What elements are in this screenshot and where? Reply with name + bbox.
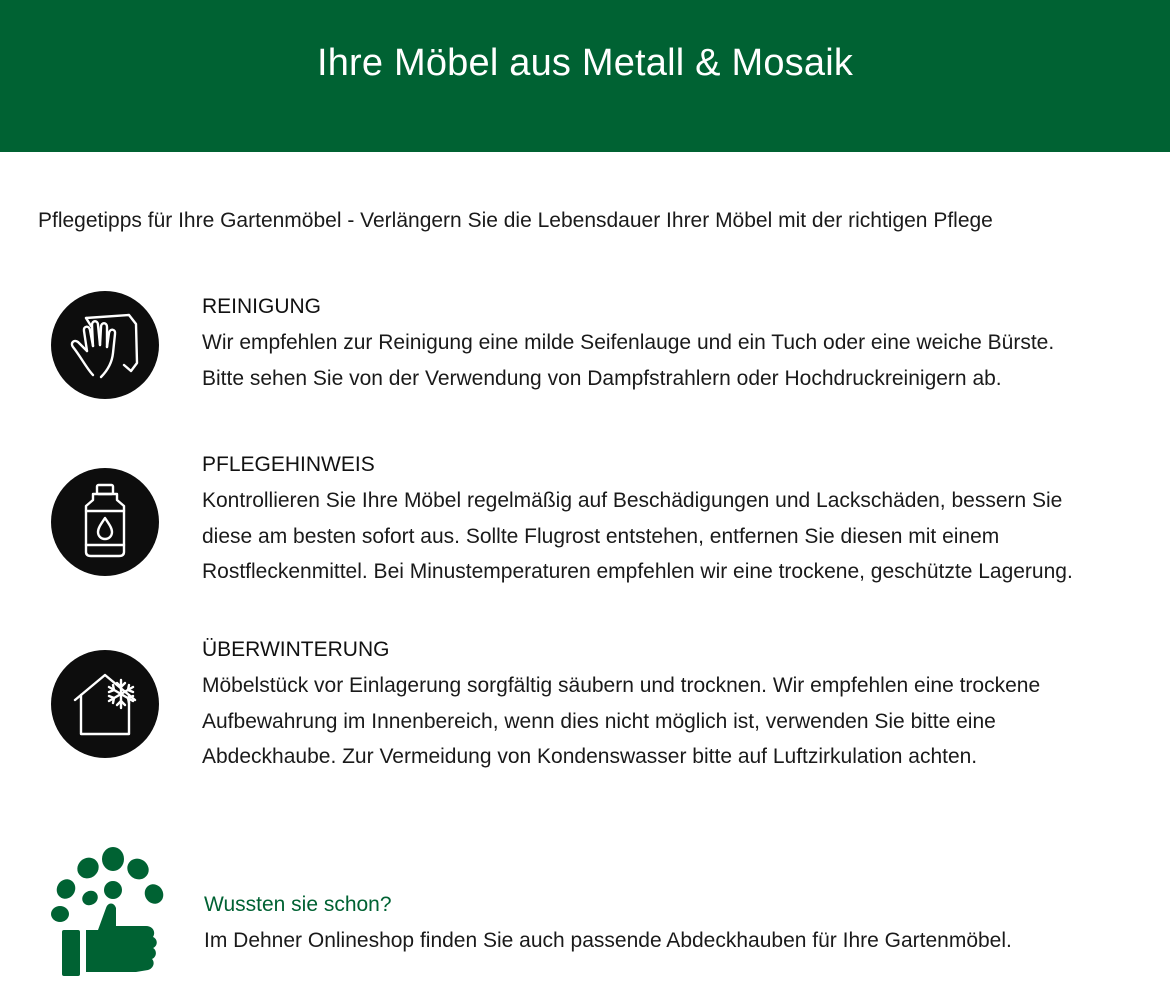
house-snowflake-icon xyxy=(51,650,159,758)
section-line: Aufbewahrung im Innenbereich, wenn dies nicht möglich ist, verwenden Sie bitte eine xyxy=(202,709,996,733)
thumbs-up-leaves-icon xyxy=(50,846,168,978)
page-title: Ihre Möbel aus Metall & Mosaik xyxy=(316,42,854,84)
header-banner xyxy=(0,0,1170,152)
section-line: Bitte sehen Sie von der Verwendung von Dampfstrahlern oder Hochdruckreinigern ab. xyxy=(202,366,1002,390)
section-body xyxy=(202,325,1054,396)
tip-heading: Wussten sie schon? xyxy=(204,893,392,916)
intro-text: Pflegetipps für Ihre Gartenmöbel - Verlängern Sie die Lebensdauer Ihrer Möbel mit der richtigen Pflege xyxy=(38,209,993,232)
tip-text: Im Dehner Onlineshop finden Sie auch passende Abdeckhauben für Ihre Gartenmöbel. xyxy=(204,929,1012,952)
section-body xyxy=(202,483,1073,590)
section-line: diese am besten sofort aus. Sollte Flugrost entstehen, entfernen Sie diesen mit einem xyxy=(202,524,1000,548)
hand-wiping-cloth-icon xyxy=(51,291,159,399)
section-line: Rostfleckenmittel. Bei Minustemperaturen empfehlen wir eine trockene, geschützte Lagerung. xyxy=(202,560,1073,583)
bottle-drop-icon xyxy=(51,468,159,576)
section-line: Abdeckhaube. Zur Vermeidung von Kondenswasser bitte auf Luftzirkulation achten. xyxy=(202,745,978,768)
section-title: ÜBERWINTERUNG xyxy=(202,638,390,661)
section-body xyxy=(202,668,1040,775)
section-line: Kontrollieren Sie Ihre Möbel regelmäßig auf Beschädigungen und Lackschäden, bessern Sie xyxy=(202,489,1063,512)
section-title: PFLEGEHINWEIS xyxy=(202,453,375,476)
section-line: Möbelstück vor Einlagerung sorgfältig säubern und trocknen. Wir empfehlen eine trockene xyxy=(202,674,1041,697)
section-title: REINIGUNG xyxy=(202,295,322,318)
section-line: Wir empfehlen zur Reinigung eine milde Seifenlauge und ein Tuch oder eine weiche Bürste. xyxy=(202,331,1055,354)
